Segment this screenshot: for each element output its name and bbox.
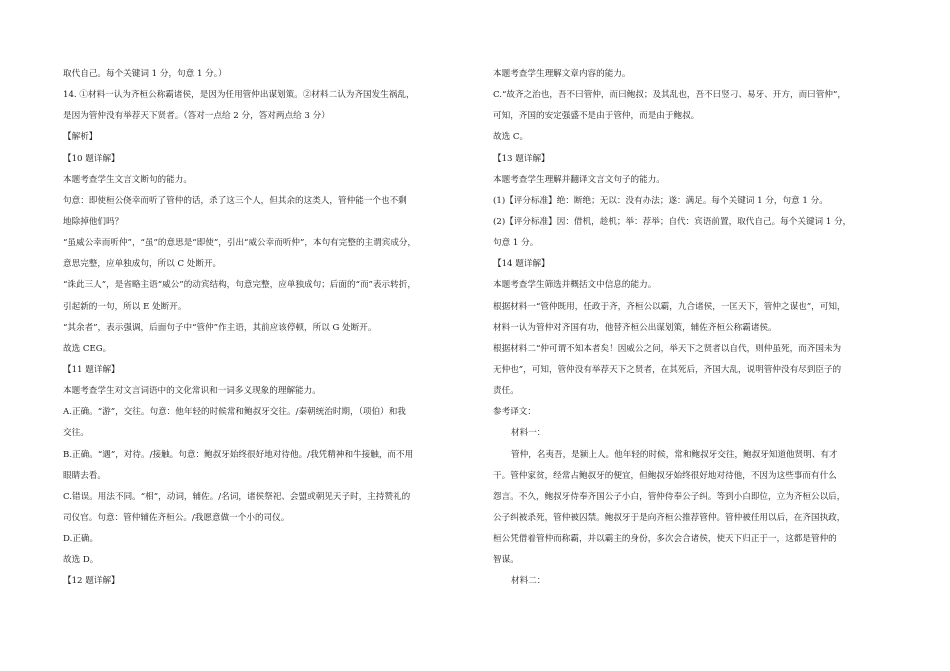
text-line: 本题考查学生对文言词语中的文化常识和一词多义现象的理解能力。	[63, 386, 321, 397]
text-line: 【10 题详解】	[63, 153, 120, 164]
text-line: 交往。	[63, 428, 89, 439]
text-line: D.正确。	[63, 534, 99, 545]
text-line: 句意：即使桓公侥幸而听了管仲的话，杀了这三个人，但其余的这类人，管仲能一个也不剩	[63, 195, 407, 206]
text-line: (2)【评分标准】因：借机，趁机；举：荐举；自代：宾语前置，取代自己。每个关键词 1 分，	[493, 216, 852, 227]
text-line: 14. ①材料一认为齐桓公称霸诸侯，是因为任用管仲出谋划策。②材料二认为齐国发生祸乱，	[63, 90, 415, 101]
text-line: 眼睛去看。	[63, 470, 106, 481]
left-column	[63, 64, 463, 593]
text-line: 【14 题详解】	[493, 259, 550, 270]
right-column	[493, 64, 885, 593]
text-line: 管仲，名夷吾，是颍上人。他年轻的时候，常和鲍叔牙交往，鲍叔牙知道他贤明、有才	[511, 449, 838, 460]
text-line: 可知，齐国的安定强盛不是由于管仲，而是由于鲍叔。	[493, 111, 700, 122]
text-line: 根据材料一“管仲既用，任政于齐，齐桓公以霸，九合诸侯，一匡天下，管仲之谋也”，可知，	[493, 301, 846, 312]
text-line: C.错误。用法不同。“相”，动词，辅佐。/名词，诸侯祭祀、会盟或朝见天子时，主持赞礼的	[63, 491, 411, 502]
text-line: 意思完整，应单独成句，所以 C 处断开。	[63, 259, 222, 270]
text-line: (1)【评分标准】绝：断绝；无以：没有办法；遂：满足。每个关键词 1 分，句意 1 分。	[493, 195, 828, 206]
text-line: 故选 D。	[63, 555, 99, 566]
text-line: 引起新的一句，所以 E 处断开。	[63, 301, 187, 312]
text-line: 责任。	[493, 386, 519, 397]
text-line: B.正确。“遇”，对待。/接触。句意：鲍叔牙始终很好地对待他。/我凭精神和牛接触，而不用	[63, 449, 414, 460]
text-line: 公子纠被杀死，管仲被囚禁。鲍叔牙于是向齐桓公推荐管仲。管仲被任用以后，在齐国执政，	[493, 512, 846, 523]
text-line: 智谋。	[493, 555, 519, 566]
text-line: 参考译文：	[493, 407, 536, 418]
text-line: 材料一：	[511, 428, 546, 439]
text-line: 本题考查学生文言文断句的能力。	[63, 174, 192, 185]
text-line: 桓公凭借着管仲而称霸，并以霸主的身份，多次会合诸侯，使天下归正于一，这都是管仲的	[493, 534, 837, 545]
text-line: 司仪官。句意：管仲辅佐齐桓公。/我愿意做一个小的司仪。	[63, 512, 290, 523]
text-line: 【13 题详解】	[493, 153, 550, 164]
text-line: 无仲也”，可知，管仲没有举荐天下之贤者，在其死后，齐国大乱，说明管仲没有尽到臣子的	[493, 364, 842, 375]
text-line: 本题考查学生理解并翻译文言文句子的能力。	[493, 174, 665, 185]
text-line: 本题考查学生理解文章内容的能力。	[493, 69, 631, 79]
text-line: 句意 1 分。	[493, 238, 539, 249]
text-line: 怨言。不久，鲍叔牙侍奉齐国公子小白，管仲侍奉公子纠。等到小白即位，立为齐桓公以后，	[493, 491, 846, 502]
text-line: 取代自己。每个关键词 1 分，句意 1 分。）	[63, 69, 227, 79]
text-line: 【12 题详解】	[63, 576, 120, 587]
text-line: 根据材料二“仲可谓不知本者矣！因威公之问，举天下之贤者以自代，则仲虽死，而齐国未为	[493, 343, 842, 354]
text-line: 材料二：	[511, 576, 546, 587]
text-line: C.“故齐之治也，吾不曰管仲，而曰鲍叔；及其乱也，吾不曰竖刁、易牙、开方，而曰管仲”，	[493, 90, 846, 101]
text-line: 是因为管仲没有举荐天下贤者。（答对一点给 2 分，答对两点给 3 分）	[63, 111, 330, 122]
text-line: “虽威公幸而听仲”，“虽”的意思是“即使”，引出“威公幸而听仲”，本句有完整的主谓宾成分，	[63, 238, 417, 249]
text-line: 地除掉他们吗？	[63, 216, 124, 227]
text-line: “诛此三人”，是省略主语“威公”的动宾结构，句意完整，应单独成句；后面的“而”表示转折，	[63, 280, 416, 291]
text-line: 故选 CEG。	[63, 343, 112, 354]
text-line: A.正确。“游”，交往。句意：他年轻的时候常和鲍叔牙交往。/秦朝统治时期，（项伯）和我	[63, 407, 406, 418]
text-line: 本题考查学生筛选并概括文中信息的能力。	[493, 280, 657, 291]
text-line: 【11 题详解】	[63, 364, 120, 375]
text-line: 【解析】	[63, 132, 98, 143]
text-line: “其余者”，表示强调，后面句子中“管仲”作主语，其前应该停顿，所以 G 处断开。	[63, 322, 377, 333]
text-line: 干。管仲家贫，经常占鲍叔牙的便宜，但鲍叔牙始终很好地对待他，不因为这些事而有什么	[493, 470, 837, 481]
text-line: 故选 C。	[493, 132, 529, 143]
text-line: 材料一认为管仲对齐国有功，他替齐桓公出谋划策，辅佐齐桓公称霸诸侯。	[493, 322, 777, 333]
